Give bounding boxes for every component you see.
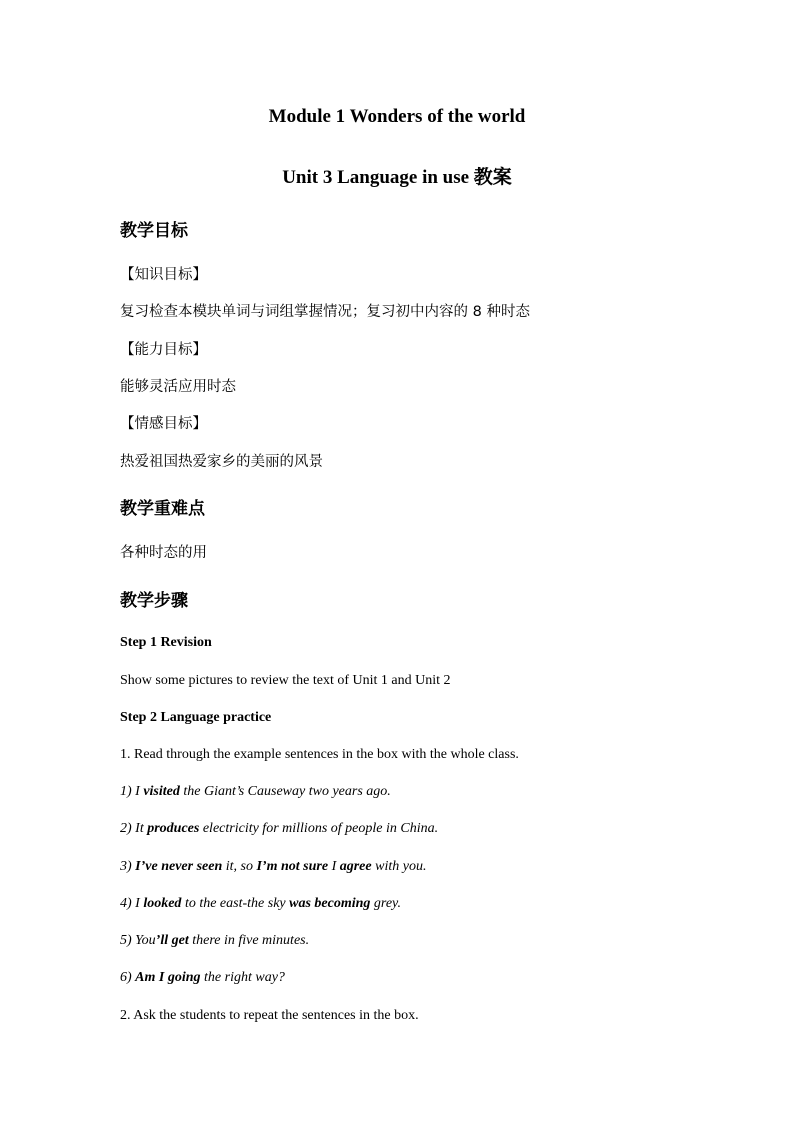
key-points-heading: 教学重难点 bbox=[120, 499, 205, 519]
step2-title: Step 2 Language practice bbox=[120, 710, 272, 725]
example-sentence-5: 5) You’ll get there in five minutes. bbox=[120, 933, 310, 948]
step1-title: Step 1 Revision bbox=[120, 635, 212, 650]
step2-item1: 1. Read through the example sentences in the box with the whole class. bbox=[120, 747, 519, 762]
example-sentence-1: 1) I visited the Giant’s Causeway two years ago. bbox=[120, 784, 391, 799]
document-title: Module 1 Wonders of the world bbox=[268, 106, 526, 127]
objectives-heading: 教学目标 bbox=[120, 221, 188, 241]
example-sentence-4: 4) I looked to the east-the sky was becoming grey. bbox=[120, 896, 401, 911]
steps-heading: 教学步骤 bbox=[120, 591, 188, 611]
example-sentence-3: 3) I’ve never seen it, so I’m not sure I agree with you. bbox=[120, 859, 427, 874]
step1-text: Show some pictures to review the text of Unit 1 and Unit 2 bbox=[120, 673, 451, 688]
example-sentence-2: 2) It produces electricity for millions of people in China. bbox=[120, 821, 439, 836]
example-sentence-6: 6) Am I going the right way? bbox=[120, 970, 285, 985]
emotion-label: 【情感目标】 bbox=[120, 416, 207, 432]
key-points-text: 各种时态的用 bbox=[120, 545, 207, 561]
step2-item2: 2. Ask the students to repeat the sentences in the box. bbox=[120, 1008, 419, 1023]
ability-label: 【能力目标】 bbox=[120, 342, 207, 358]
emotion-text: 热爱祖国热爱家乡的美丽的风景 bbox=[120, 454, 323, 470]
knowledge-text: 复习检查本模块单词与词组掌握情况；复习初中内容的 8 种时态 bbox=[120, 304, 530, 320]
ability-text: 能够灵活应用时态 bbox=[120, 379, 236, 395]
knowledge-label: 【知识目标】 bbox=[120, 267, 207, 283]
document-subtitle: Unit 3 Language in use 教案 bbox=[282, 167, 512, 188]
